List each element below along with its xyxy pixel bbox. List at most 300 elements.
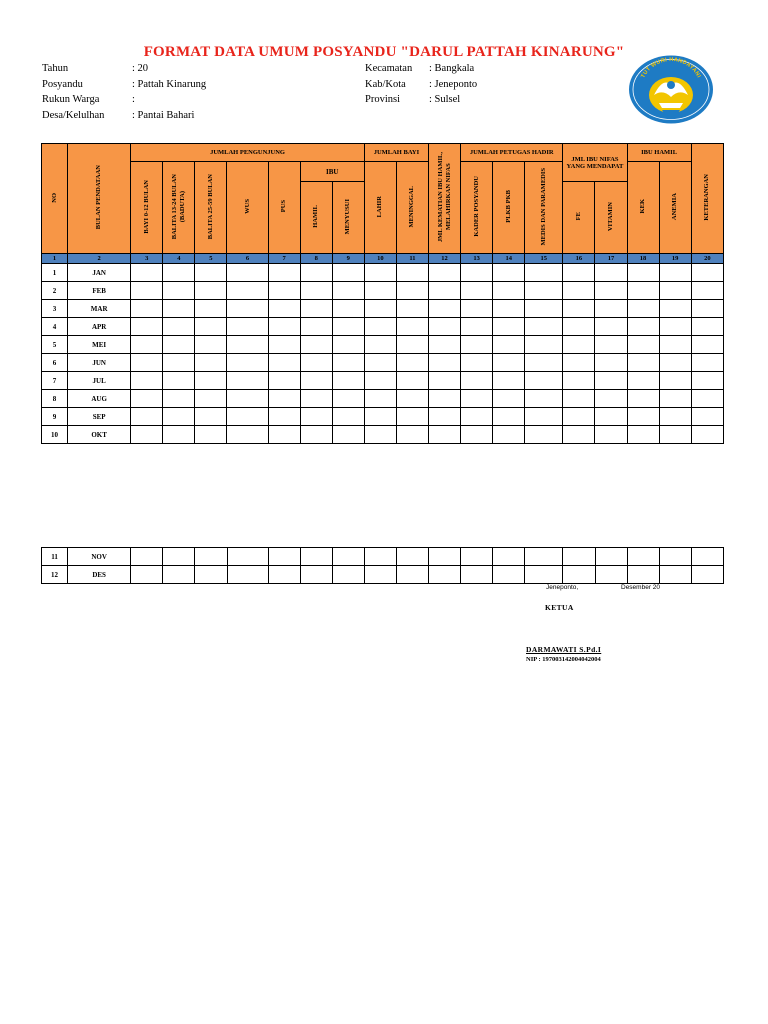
table-cell[interactable] (268, 566, 300, 584)
table-cell[interactable] (659, 354, 691, 372)
table-cell[interactable] (691, 566, 723, 584)
col-wus: WUS (227, 162, 268, 254)
column-number: 10 (364, 254, 396, 264)
table-cell[interactable] (131, 318, 163, 336)
table-cell[interactable] (659, 390, 691, 408)
table-cell[interactable] (396, 282, 428, 300)
column-number: 16 (563, 254, 595, 264)
table-cell[interactable] (461, 264, 493, 282)
table-cell[interactable] (300, 282, 332, 300)
table-cell[interactable] (461, 566, 493, 584)
table-cell[interactable] (493, 264, 525, 282)
table-cell[interactable] (396, 318, 428, 336)
signer-role: KETUA (545, 603, 574, 612)
table-cell[interactable] (659, 566, 691, 584)
table-cell[interactable] (397, 566, 429, 584)
info-desa: Desa/Kelulhan : Pantai Bahari (42, 109, 195, 121)
col-bulan-pendataan: BULAN PENDATAAN (68, 144, 131, 254)
table-cell[interactable] (227, 390, 268, 408)
col-balita: BALITA 25-59 BULAN (195, 162, 227, 254)
table-cell[interactable] (461, 354, 493, 372)
table-cell[interactable] (364, 282, 396, 300)
column-number: 12 (429, 254, 461, 264)
table-cell[interactable] (525, 372, 563, 390)
table-cell[interactable] (691, 372, 723, 390)
table-cell[interactable] (627, 264, 659, 282)
table-cell[interactable] (163, 264, 195, 282)
table-cell[interactable] (659, 282, 691, 300)
table-cell[interactable] (429, 408, 461, 426)
table-cell[interactable] (525, 282, 563, 300)
table-cell[interactable] (300, 336, 332, 354)
table-cell[interactable] (691, 354, 723, 372)
signer-nip: NIP : 197003142004042004 (526, 656, 601, 663)
table-cell[interactable] (461, 282, 493, 300)
table-cell[interactable] (627, 390, 659, 408)
table-cell[interactable] (332, 318, 364, 336)
table-cell[interactable] (163, 300, 195, 318)
table-cell[interactable] (691, 336, 723, 354)
table-row (42, 390, 724, 408)
table-cell[interactable] (227, 408, 268, 426)
table-cell[interactable] (163, 318, 195, 336)
table-cell[interactable] (300, 548, 332, 566)
row-number: 6 (42, 354, 68, 372)
table-cell[interactable] (595, 318, 627, 336)
table-cell[interactable] (163, 354, 195, 372)
row-month: AUG (68, 390, 131, 408)
table-cell[interactable] (461, 336, 493, 354)
footer-place: Jeneponto, (546, 584, 579, 591)
row-month: NOV (68, 548, 131, 566)
table-cell[interactable] (691, 408, 723, 426)
table-cell[interactable] (396, 426, 428, 444)
table-row (42, 408, 724, 426)
row-month: JUN (68, 354, 131, 372)
col-menyusui: MENYUSUI (332, 182, 364, 254)
table-cell[interactable] (131, 282, 163, 300)
table-cell[interactable] (364, 372, 396, 390)
table-cell[interactable] (131, 336, 163, 354)
table-cell[interactable] (227, 264, 268, 282)
table-cell[interactable] (268, 300, 300, 318)
column-number: 19 (659, 254, 691, 264)
table-cell[interactable] (525, 408, 563, 426)
table-cell[interactable] (595, 566, 627, 584)
table-cell[interactable] (563, 354, 595, 372)
table-cell[interactable] (627, 354, 659, 372)
table-cell[interactable] (493, 426, 525, 444)
table-cell[interactable] (364, 300, 396, 318)
table-cell[interactable] (691, 264, 723, 282)
table-cell[interactable] (659, 300, 691, 318)
table-cell[interactable] (659, 408, 691, 426)
table-cell[interactable] (131, 354, 163, 372)
row-number: 8 (42, 390, 68, 408)
table-cell[interactable] (195, 264, 227, 282)
table-cell[interactable] (332, 282, 364, 300)
table-cell[interactable] (627, 300, 659, 318)
col-lahir: LAHIR (364, 162, 396, 254)
table-cell[interactable] (461, 390, 493, 408)
table-cell[interactable] (627, 336, 659, 354)
table-cell[interactable] (659, 372, 691, 390)
column-number: 14 (493, 254, 525, 264)
table-cell[interactable] (227, 372, 268, 390)
table-cell[interactable] (332, 372, 364, 390)
table-cell[interactable] (300, 300, 332, 318)
table-cell[interactable] (525, 354, 563, 372)
table-cell[interactable] (195, 548, 227, 566)
table-cell[interactable] (691, 300, 723, 318)
table-row (42, 282, 724, 300)
table-cell[interactable] (332, 336, 364, 354)
table-cell[interactable] (429, 566, 461, 584)
col-hamil: HAMIL (300, 182, 332, 254)
table-cell[interactable] (627, 566, 659, 584)
table-cell[interactable] (332, 354, 364, 372)
table-cell[interactable] (163, 372, 195, 390)
table-cell[interactable] (563, 282, 595, 300)
table-cell[interactable] (493, 548, 525, 566)
table-cell[interactable] (396, 390, 428, 408)
table-cell[interactable] (332, 566, 364, 584)
table-cell[interactable] (493, 372, 525, 390)
table-cell[interactable] (227, 318, 268, 336)
table-cell[interactable] (493, 318, 525, 336)
row-month: OKT (68, 426, 131, 444)
table-cell[interactable] (300, 426, 332, 444)
table-cell[interactable] (525, 318, 563, 336)
col-bayi: BAYI 0-12 BULAN (131, 162, 163, 254)
table-cell[interactable] (195, 354, 227, 372)
row-number: 7 (42, 372, 68, 390)
table-cell[interactable] (461, 408, 493, 426)
table-cell[interactable] (659, 426, 691, 444)
col-meninggal: MENINGGAL (396, 162, 428, 254)
table-cell[interactable] (627, 408, 659, 426)
table-cell[interactable] (429, 372, 461, 390)
table-cell[interactable] (227, 548, 268, 566)
table-cell[interactable] (268, 336, 300, 354)
row-month: FEB (68, 282, 131, 300)
table-cell[interactable] (563, 408, 595, 426)
table-cell[interactable] (364, 408, 396, 426)
table-cell[interactable] (268, 264, 300, 282)
info-kab-kota: Kab/Kota : Jeneponto (365, 78, 478, 90)
table-cell[interactable] (300, 566, 332, 584)
column-number: 8 (300, 254, 332, 264)
table-cell[interactable] (227, 354, 268, 372)
table-cell[interactable] (595, 282, 627, 300)
table-cell[interactable] (429, 318, 461, 336)
table-cell[interactable] (563, 566, 595, 584)
table-cell[interactable] (563, 318, 595, 336)
col-fe: FE (563, 182, 595, 254)
table-cell[interactable] (268, 426, 300, 444)
table-cell[interactable] (195, 426, 227, 444)
table-cell[interactable] (364, 264, 396, 282)
table-cell[interactable] (268, 390, 300, 408)
table-cell[interactable] (525, 300, 563, 318)
table-cell[interactable] (429, 336, 461, 354)
column-number: 3 (131, 254, 163, 264)
table-cell[interactable] (525, 566, 563, 584)
table-cell[interactable] (268, 354, 300, 372)
table-cell[interactable] (364, 318, 396, 336)
column-number: 15 (525, 254, 563, 264)
table-cell[interactable] (691, 318, 723, 336)
table-cell[interactable] (163, 390, 195, 408)
table-cell[interactable] (195, 566, 227, 584)
table-cell[interactable] (268, 372, 300, 390)
column-number-row (42, 254, 724, 264)
table-cell[interactable] (493, 282, 525, 300)
table-cell[interactable] (195, 282, 227, 300)
table-cell[interactable] (627, 372, 659, 390)
group-ibu-nifas: JML IBU NIFAS YANG MENDAPAT (563, 144, 627, 182)
table-cell[interactable] (364, 354, 396, 372)
col-kek: KEK (627, 162, 659, 254)
col-baduta: BALITA 13-24 BULAN (BADUTA) (163, 162, 195, 254)
col-keterangan: KETERANGAN (691, 144, 723, 254)
table-cell[interactable] (227, 300, 268, 318)
table-cell[interactable] (195, 300, 227, 318)
table-cell[interactable] (364, 336, 396, 354)
table-cell[interactable] (461, 318, 493, 336)
table-row (42, 426, 724, 444)
row-month: JUL (68, 372, 131, 390)
row-month: MAR (68, 300, 131, 318)
table-cell[interactable] (396, 408, 428, 426)
row-number: 5 (42, 336, 68, 354)
table-cell[interactable] (268, 548, 300, 566)
column-number-row (42, 254, 724, 264)
table-cell[interactable] (332, 548, 364, 566)
table-cell[interactable] (396, 336, 428, 354)
table-cell[interactable] (332, 300, 364, 318)
table-cell[interactable] (163, 282, 195, 300)
table-cell[interactable] (364, 426, 396, 444)
table-cell[interactable] (461, 548, 493, 566)
info-rukun-warga: Rukun Warga : (42, 94, 135, 105)
table-cell[interactable] (595, 372, 627, 390)
table-cell[interactable] (163, 426, 195, 444)
column-number: 2 (68, 254, 131, 264)
table-cell[interactable] (195, 372, 227, 390)
row-number: 3 (42, 300, 68, 318)
row-number: 12 (42, 566, 68, 584)
group-jumlah-petugas: JUMLAH PETUGAS HADIR (461, 144, 563, 162)
table-cell[interactable] (131, 548, 163, 566)
info-provinsi: Provinsi : Sulsel (365, 94, 461, 105)
table-cell[interactable] (563, 264, 595, 282)
table-cell[interactable] (563, 336, 595, 354)
col-kader: KADER POSYANDU (461, 162, 493, 254)
table-cell[interactable] (659, 548, 691, 566)
info-left (42, 61, 206, 123)
table-cell[interactable] (525, 390, 563, 408)
group-ibu-hamil: IBU HAMIL (627, 144, 691, 162)
table-cell[interactable] (595, 390, 627, 408)
row-number: 2 (42, 282, 68, 300)
row-number: 10 (42, 426, 68, 444)
table-row (42, 566, 724, 584)
info-tahun: Tahun : 20 (42, 63, 149, 74)
data-table-continued (41, 547, 724, 584)
signer-name: DARMAWATI S.Pd.I (526, 645, 602, 654)
row-month: JAN (68, 264, 131, 282)
column-number: 4 (163, 254, 195, 264)
table-cell[interactable] (131, 426, 163, 444)
column-number: 11 (396, 254, 428, 264)
table-cell[interactable] (493, 408, 525, 426)
table-cell[interactable] (525, 548, 563, 566)
data-table (41, 143, 724, 444)
table-cell[interactable] (163, 566, 195, 584)
col-no: NO (42, 144, 68, 254)
table-cell[interactable] (300, 354, 332, 372)
table-cell[interactable] (364, 390, 396, 408)
table-cell[interactable] (332, 408, 364, 426)
table-cell[interactable] (163, 408, 195, 426)
table-cell[interactable] (429, 390, 461, 408)
table-cell[interactable] (300, 264, 332, 282)
table-cell[interactable] (563, 300, 595, 318)
table-cell[interactable] (429, 548, 461, 566)
table-cell[interactable] (300, 408, 332, 426)
table-cell[interactable] (429, 300, 461, 318)
col-medis: MEDIS DAN PARAMEDIS (525, 162, 563, 254)
table-cell[interactable] (691, 426, 723, 444)
table-cell[interactable] (691, 548, 723, 566)
table-cell[interactable] (493, 336, 525, 354)
table-cell[interactable] (131, 408, 163, 426)
table-cell[interactable] (300, 372, 332, 390)
table-cell[interactable] (563, 548, 595, 566)
table-cell[interactable] (131, 300, 163, 318)
table-cell[interactable] (595, 548, 627, 566)
table-cell[interactable] (595, 300, 627, 318)
table-cell[interactable] (429, 426, 461, 444)
table-cell[interactable] (493, 390, 525, 408)
table-cell[interactable] (300, 390, 332, 408)
table-cell[interactable] (493, 300, 525, 318)
col-pus: PUS (268, 162, 300, 254)
table-cell[interactable] (131, 264, 163, 282)
table-row (42, 372, 724, 390)
table-row (42, 318, 724, 336)
table-cell[interactable] (268, 408, 300, 426)
table-cell[interactable] (268, 318, 300, 336)
column-number: 6 (227, 254, 268, 264)
table-cell[interactable] (563, 390, 595, 408)
table-cell[interactable] (364, 548, 396, 566)
column-number: 20 (691, 254, 723, 264)
col-kematian: JML KEMATIAN IBU HAMIL, MELAHIRKAN NIFAS (429, 144, 461, 254)
table-cell[interactable] (493, 354, 525, 372)
table-cell[interactable] (268, 282, 300, 300)
table-cell[interactable] (227, 566, 268, 584)
table-cell[interactable] (332, 390, 364, 408)
table-cell[interactable] (396, 372, 428, 390)
table-cell[interactable] (396, 264, 428, 282)
table-cell[interactable] (332, 426, 364, 444)
table-cell[interactable] (195, 336, 227, 354)
table-row (42, 548, 724, 566)
table-cell[interactable] (300, 318, 332, 336)
table-cell[interactable] (131, 566, 163, 584)
table-cell[interactable] (627, 318, 659, 336)
table-cell[interactable] (595, 264, 627, 282)
column-number: 7 (268, 254, 300, 264)
table-cell[interactable] (691, 390, 723, 408)
svg-text:TUT WURI HANDAYANI: TUT WURI HANDAYANI (640, 56, 702, 80)
table-cell[interactable] (131, 390, 163, 408)
table-cell[interactable] (163, 336, 195, 354)
table-cell[interactable] (227, 426, 268, 444)
table-cell[interactable] (659, 336, 691, 354)
table-cell[interactable] (227, 282, 268, 300)
table-cell[interactable] (461, 372, 493, 390)
row-number: 4 (42, 318, 68, 336)
table-cell[interactable] (195, 318, 227, 336)
table-cell[interactable] (195, 408, 227, 426)
column-number: 9 (332, 254, 364, 264)
table-cell[interactable] (227, 336, 268, 354)
table-cell[interactable] (461, 300, 493, 318)
table-cell[interactable] (627, 548, 659, 566)
row-month: MEI (68, 336, 131, 354)
table-cell[interactable] (397, 548, 429, 566)
table-cell[interactable] (332, 264, 364, 282)
table-cell[interactable] (396, 354, 428, 372)
table-cell[interactable] (659, 318, 691, 336)
table-row (42, 264, 724, 282)
table-cell[interactable] (595, 354, 627, 372)
table-cell[interactable] (396, 300, 428, 318)
table-cell[interactable] (627, 282, 659, 300)
table-cell[interactable] (691, 282, 723, 300)
table-cell[interactable] (563, 426, 595, 444)
table-cell[interactable] (163, 548, 195, 566)
table-cell[interactable] (525, 426, 563, 444)
table-cell[interactable] (195, 390, 227, 408)
table-cell[interactable] (595, 426, 627, 444)
column-number: 5 (195, 254, 227, 264)
table-cell[interactable] (595, 336, 627, 354)
table-cell[interactable] (493, 566, 525, 584)
info-kecamatan: Kecamatan : Bangkala (365, 63, 475, 74)
table-cell[interactable] (627, 426, 659, 444)
table-cell[interactable] (563, 372, 595, 390)
table-cell[interactable] (429, 264, 461, 282)
table-cell[interactable] (595, 408, 627, 426)
table-cell[interactable] (429, 282, 461, 300)
table-cell[interactable] (364, 566, 396, 584)
table-cell[interactable] (659, 264, 691, 282)
column-number: 17 (595, 254, 627, 264)
info-posyandu: Posyandu : Pattah Kinarung (42, 78, 207, 90)
footer-date: Desember 20 (621, 584, 661, 591)
table-cell[interactable] (461, 426, 493, 444)
column-number: 13 (461, 254, 493, 264)
table-cell[interactable] (525, 336, 563, 354)
table-cell[interactable] (131, 372, 163, 390)
table-cell[interactable] (525, 264, 563, 282)
table-cell[interactable] (429, 354, 461, 372)
column-number: 18 (627, 254, 659, 264)
